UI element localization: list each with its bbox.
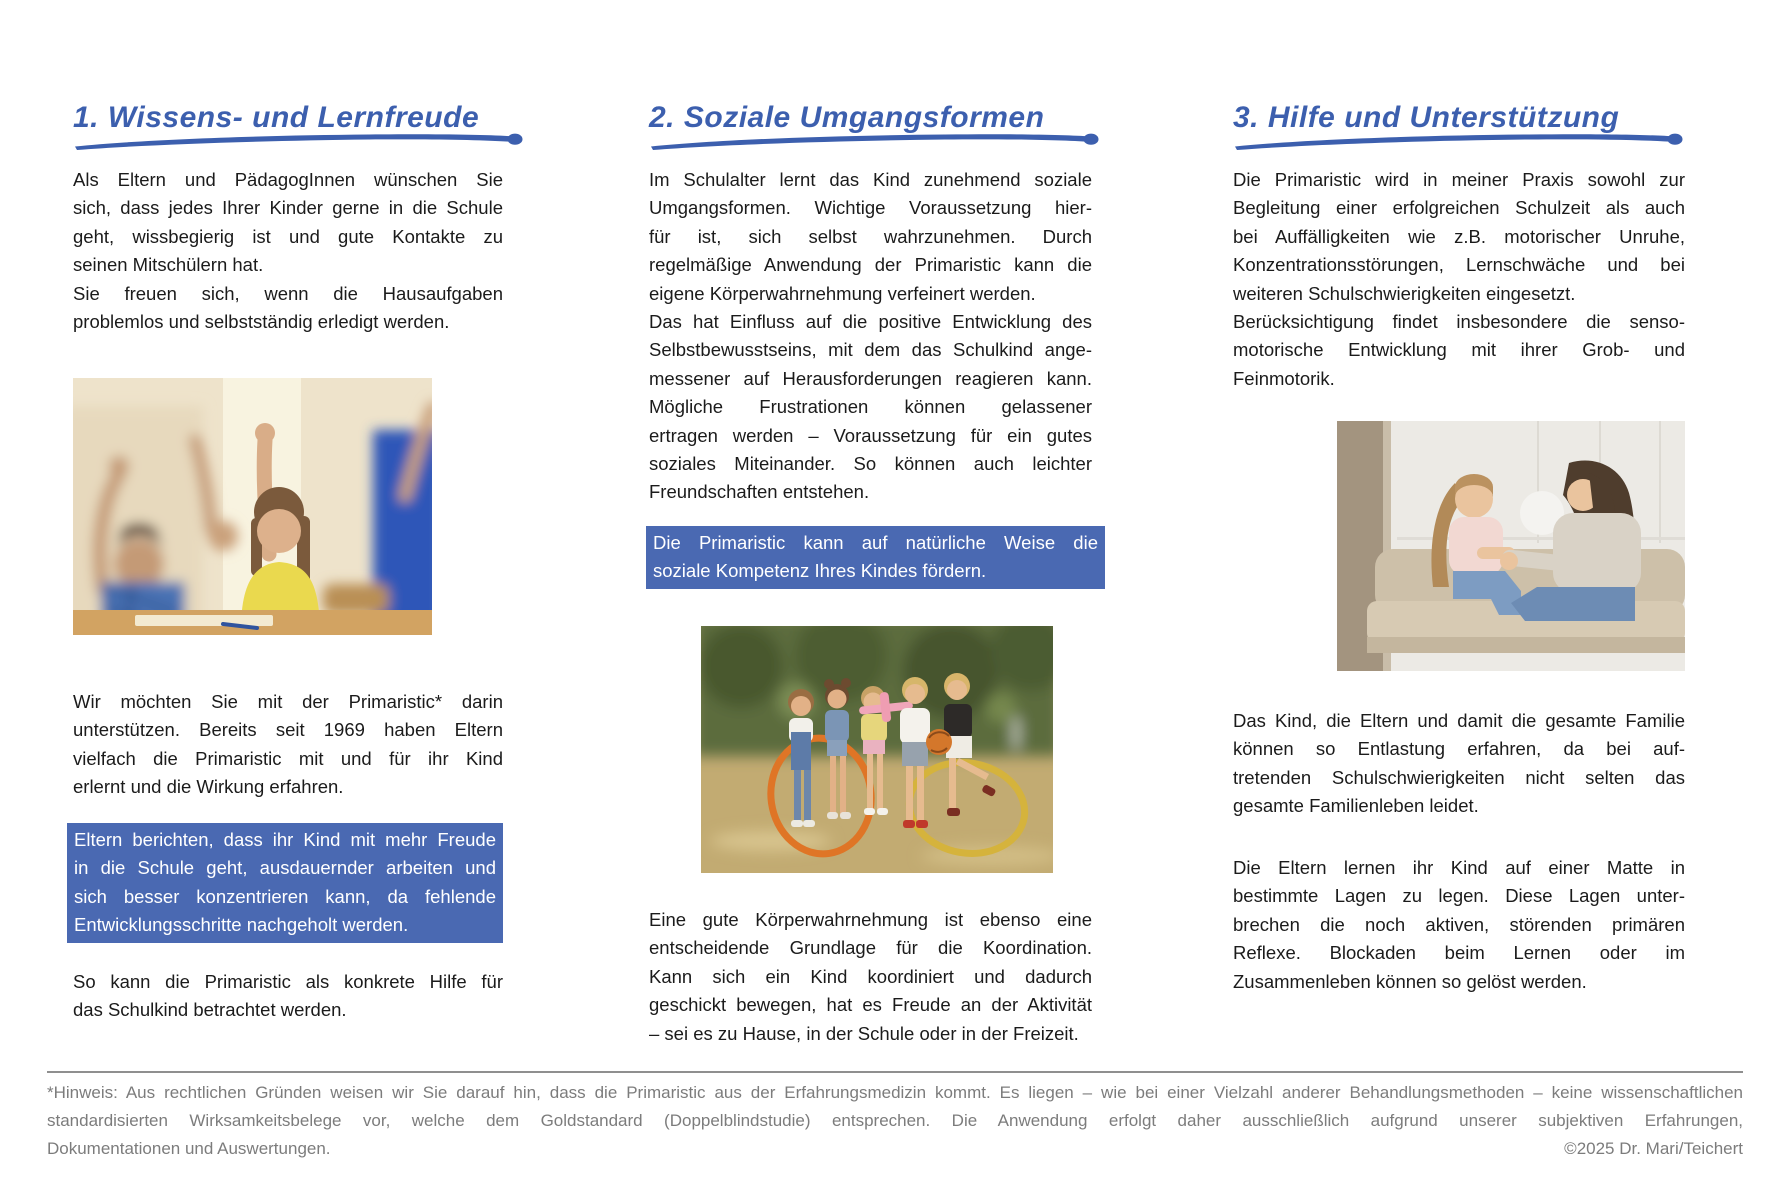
- column2-heading: 2. Soziale Umgangsformen: [649, 100, 1045, 134]
- footer-disclaimer-end: Dokumentationen und Auswertungen.: [47, 1139, 331, 1159]
- heading-underline-stroke: [1229, 126, 1689, 152]
- column-hilfe-und-unterstuetzung: [1233, 0, 1685, 1070]
- column1-support-paragraph: Wir möchten Sie mit der Primaristic* darin unterstützen. Bereits seit 1969 haben Eltern vielfach die Primaristic mit und für ihr Kind erlernt und die Wirkung erfahren.: [73, 691, 503, 798]
- column-wissens-und-lernfreude: [73, 0, 503, 1070]
- mother-daughter-couch-photo: [1337, 421, 1685, 671]
- heading-underline-stroke: [69, 126, 529, 152]
- column2-intro-paragraph: Im Schulalter lernt das Kind zunehmend soziale Umgangsformen. Wichtige Voraussetzung hier- für ist, sich selbst wahrzunehmen. Durch regelmäßige Anwendung der Primaristic kann die eigene Körperwahrnehmung verfeinert werden. Das hat Einfluss auf die positive Entwicklung des Selbstbewusstseins, mit dem das Schulkind ange- messener auf Herausforderungen reagieren kann. Mögliche Frustrationen können gelassener ertragen werden – Voraussetzung für ein gutes soziales Miteinander. So können auch leichter Freundschaften entstehen.: [649, 169, 1092, 503]
- column1-heading: 1. Wissens- und Lernfreude: [73, 100, 480, 134]
- column3-intro-paragraph: Die Primaristic wird in meiner Praxis sowohl zur Begleitung einer erfolgreichen Schulzeit als auch bei Auffälligkeiten wie z.B. motorischer Unruhe, Konzentrationsstörungen, Lernschwäche und bei weiteren Schulschwierigkeiten eingesetzt. Berücksichtigung findet insbesondere die senso- motorische Entwicklung mit ihrer Grob- und Feinmotorik.: [1233, 169, 1685, 389]
- column1-intro-paragraph: Als Eltern und PädagogInnen wünschen Sie sich, dass jedes Ihrer Kinder gerne in die Schule geht, wissbegierig ist und gute Kontakte zu seinen Mitschülern hat. Sie freuen sich, wenn die Hausaufgaben problemlos und selbstständig erledigt werden.: [73, 169, 503, 332]
- footer-divider-line: [47, 1071, 1743, 1073]
- column-soziale-umgangsformen: [649, 0, 1098, 1070]
- column2-coordination-paragraph: Eine gute Körperwahrnehmung ist ebenso eine entscheidende Grundlage für die Koordination. Kann sich ein Kind koordiniert und dadurch geschickt bewegen, hat es Freude an der Aktivität – sei es zu Hause, in der Schule oder in der Freizeit.: [649, 909, 1092, 1044]
- column2-highlight-box: Die Primaristic kann auf natürliche Weise die soziale Kompetenz Ihres Kindes fördern.: [646, 526, 1105, 589]
- column3-heading: 3. Hilfe und Unterstützung: [1233, 100, 1620, 134]
- footer-note: [47, 1079, 1743, 1164]
- footer-last-line: [47, 1135, 1743, 1163]
- copyright-text: ©2025 Dr. Mari/Teichert: [1564, 1139, 1743, 1159]
- heading-underline-stroke: [645, 126, 1105, 152]
- footer-disclaimer-lines: *Hinweis: Aus rechtlichen Gründen weisen wir Sie darauf hin, dass die Primaristic aus der Erfahrungsmedizin kommt. Es liegen – wie bei einer Vielzahl anderer Behandlungsmethoden – keine wissenschaftlichen standardisierten Wirksamkeitsbelege vor, welche dem Goldstandard (Doppelblindstudie) entsprechen. Die Anwendung erfolgt daher ausschließlich aufgrund unserer subjektiven Erfahrungen,: [47, 1083, 1743, 1131]
- column1-closing-paragraph: So kann die Primaristic als konkrete Hilfe für das Schulkind betrachtet werden.: [73, 971, 503, 1021]
- column1-highlight-box: Eltern berichten, dass ihr Kind mit mehr Freude in die Schule geht, ausdauernder arbeiten und sich besser konzentrieren kann, da fehlende Entwicklungsschritte nachgeholt werden.: [67, 823, 503, 943]
- children-hula-hoop-field-photo: [701, 626, 1053, 873]
- column3-family-paragraph: Das Kind, die Eltern und damit die gesamte Familie können so Entlastung erfahren, da bei auf- tretenden Schulschwierigkeiten nicht selten das gesamte Familienleben leidet.: [1233, 710, 1685, 817]
- classroom-children-raising-hands-photo: [73, 378, 432, 635]
- column3-matte-paragraph: Die Eltern lernen ihr Kind auf einer Matte in bestimmte Lagen zu legen. Diese Lagen unter- brechen die noch aktiven, störenden primären Reflexe. Blockaden beim Lernen oder im Zusammenleben können so gelöst werden.: [1233, 857, 1685, 992]
